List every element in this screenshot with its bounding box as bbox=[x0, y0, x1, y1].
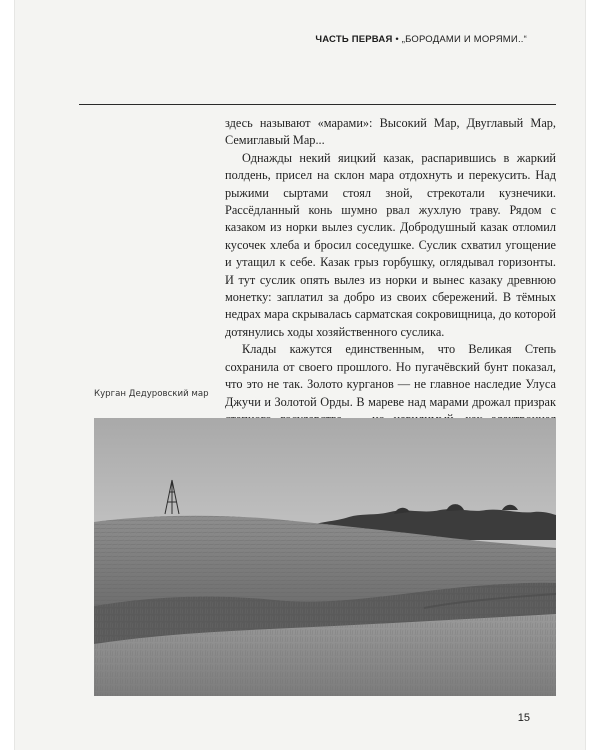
header-rule bbox=[79, 104, 556, 105]
body-text bbox=[225, 115, 556, 446]
paragraph-1: здесь называют «марами»: Высокий Мар, Двуглавый Мар, Семиглавый Мар... bbox=[225, 116, 556, 148]
paragraph-2: Однажды некий яицкий казак, распарившись в жаркий полдень, присел на склон мара отдохнуть и перекусить. Над рыжими сыртами стоял зной, стрекотали кузнечики. Рассёдланный конь шумно рвал жухлую траву. Рядом с казаком из норки вылез суслик. Добродушный казак отломил кусочек хлеба и бросил соседушке. Суслик схватил угощение и утащил к себе. Казак грыз горбушку, оглядывал горизонты. И тут суслик опять вылез из норки и вынес казаку древнюю монетку: заплатил за добро из своих сбережений. В тёмных недрах мара скрывалась сарматская сокровищница, до которой дотянулись ходы хозяйственного суслика. bbox=[225, 150, 556, 339]
paragraph-3: Клады кажутся единственным, что Великая Степь сохранила от своего прошлого. Но пугачёвский бунт показал, что это не так. Золото курганов — не главное наследие Улуса Джучи и Золотой Орды. В мареве над марами дрожал призрак bbox=[225, 342, 556, 409]
running-head-separator: • bbox=[395, 34, 399, 45]
page-number: 15 bbox=[517, 712, 530, 724]
running-head-part: ЧАСТЬ ПЕРВАЯ bbox=[315, 34, 393, 45]
running-head bbox=[315, 34, 527, 45]
landscape-photo bbox=[94, 418, 556, 696]
photo-caption: Курган Дедуровский мар bbox=[94, 389, 209, 399]
running-head-chapter: „БОРОДАМИ И МОРЯМИ..“ bbox=[401, 34, 527, 45]
book-page bbox=[15, 0, 585, 750]
